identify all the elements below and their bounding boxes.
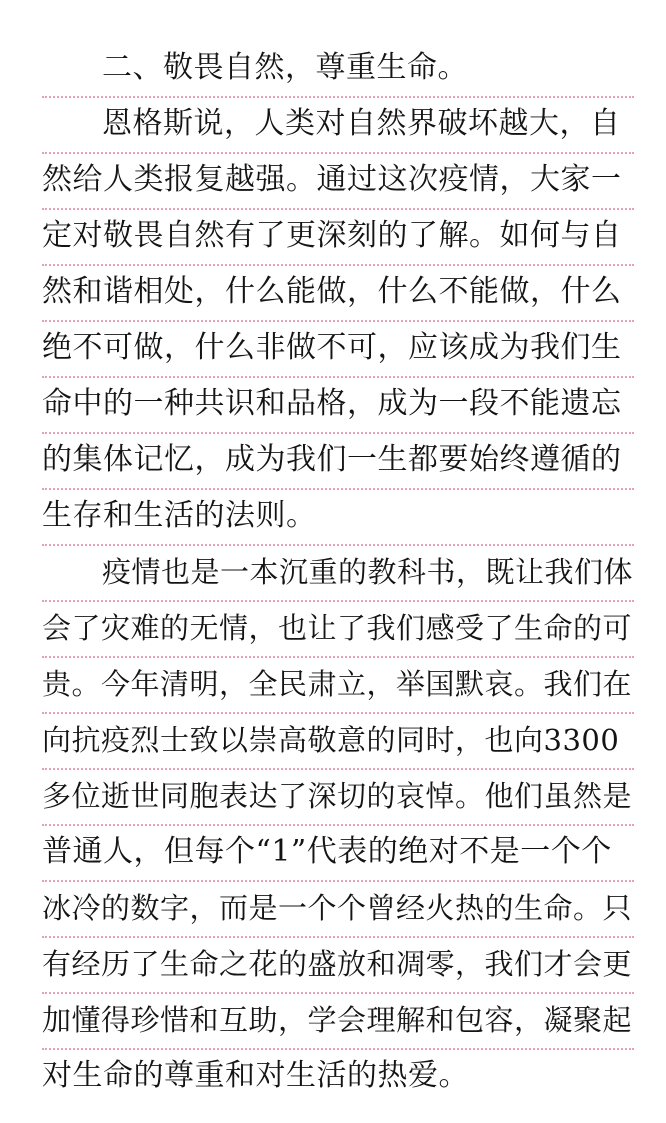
- text-line: 的集体记忆，成为我们一生都要始终遵循的: [42, 442, 622, 477]
- text-line: 冰冷的数字，而是一个个曾经火热的生命。只: [42, 891, 633, 925]
- text-line: 恩格斯说，人类对自然界破坏越大，自: [102, 106, 621, 141]
- text-line: 贵。今年清明，全民肃立，举国默哀。我们在: [42, 667, 633, 701]
- text-line: 对生命的尊重和对生活的热爱。: [42, 1058, 469, 1093]
- text-line: 生存和生活的法则。: [42, 498, 317, 533]
- text-line: 多位逝世同胞表达了深切的哀悼。他们虽然是: [42, 779, 633, 813]
- text-line: 绝不可做，什么非做不可，应该成为我们生: [42, 330, 622, 365]
- text-line: 疫情也是一本沉重的教科书，既让我们体: [102, 555, 634, 589]
- text-line: 向抗疫烈士致以崇高敬意的同时，也向3300: [42, 723, 620, 757]
- text-line: 定对敬畏自然有了更深刻的了解。如何与自: [42, 218, 622, 253]
- text-line: 普通人，但每个“1”代表的绝对不是一个个: [42, 834, 612, 869]
- text-line: 然和谐相处，什么能做，什么不能做，什么: [42, 274, 622, 309]
- section-heading: 二、敬畏自然，尊重生命。: [102, 50, 468, 85]
- text-line: 会了灾难的无情，也让了我们感受了生命的可: [42, 611, 633, 645]
- text-line: 然给人类报复越强。通过这次疫情，大家一: [42, 162, 622, 197]
- text-line: 命中的一种共识和品格，成为一段不能遗忘: [42, 386, 622, 421]
- text-line: 有经历了生命之花的盛放和凋零，我们才会更: [42, 947, 633, 981]
- text-line: 加懂得珍惜和互助，学会理解和包容，凝聚起: [42, 1003, 633, 1037]
